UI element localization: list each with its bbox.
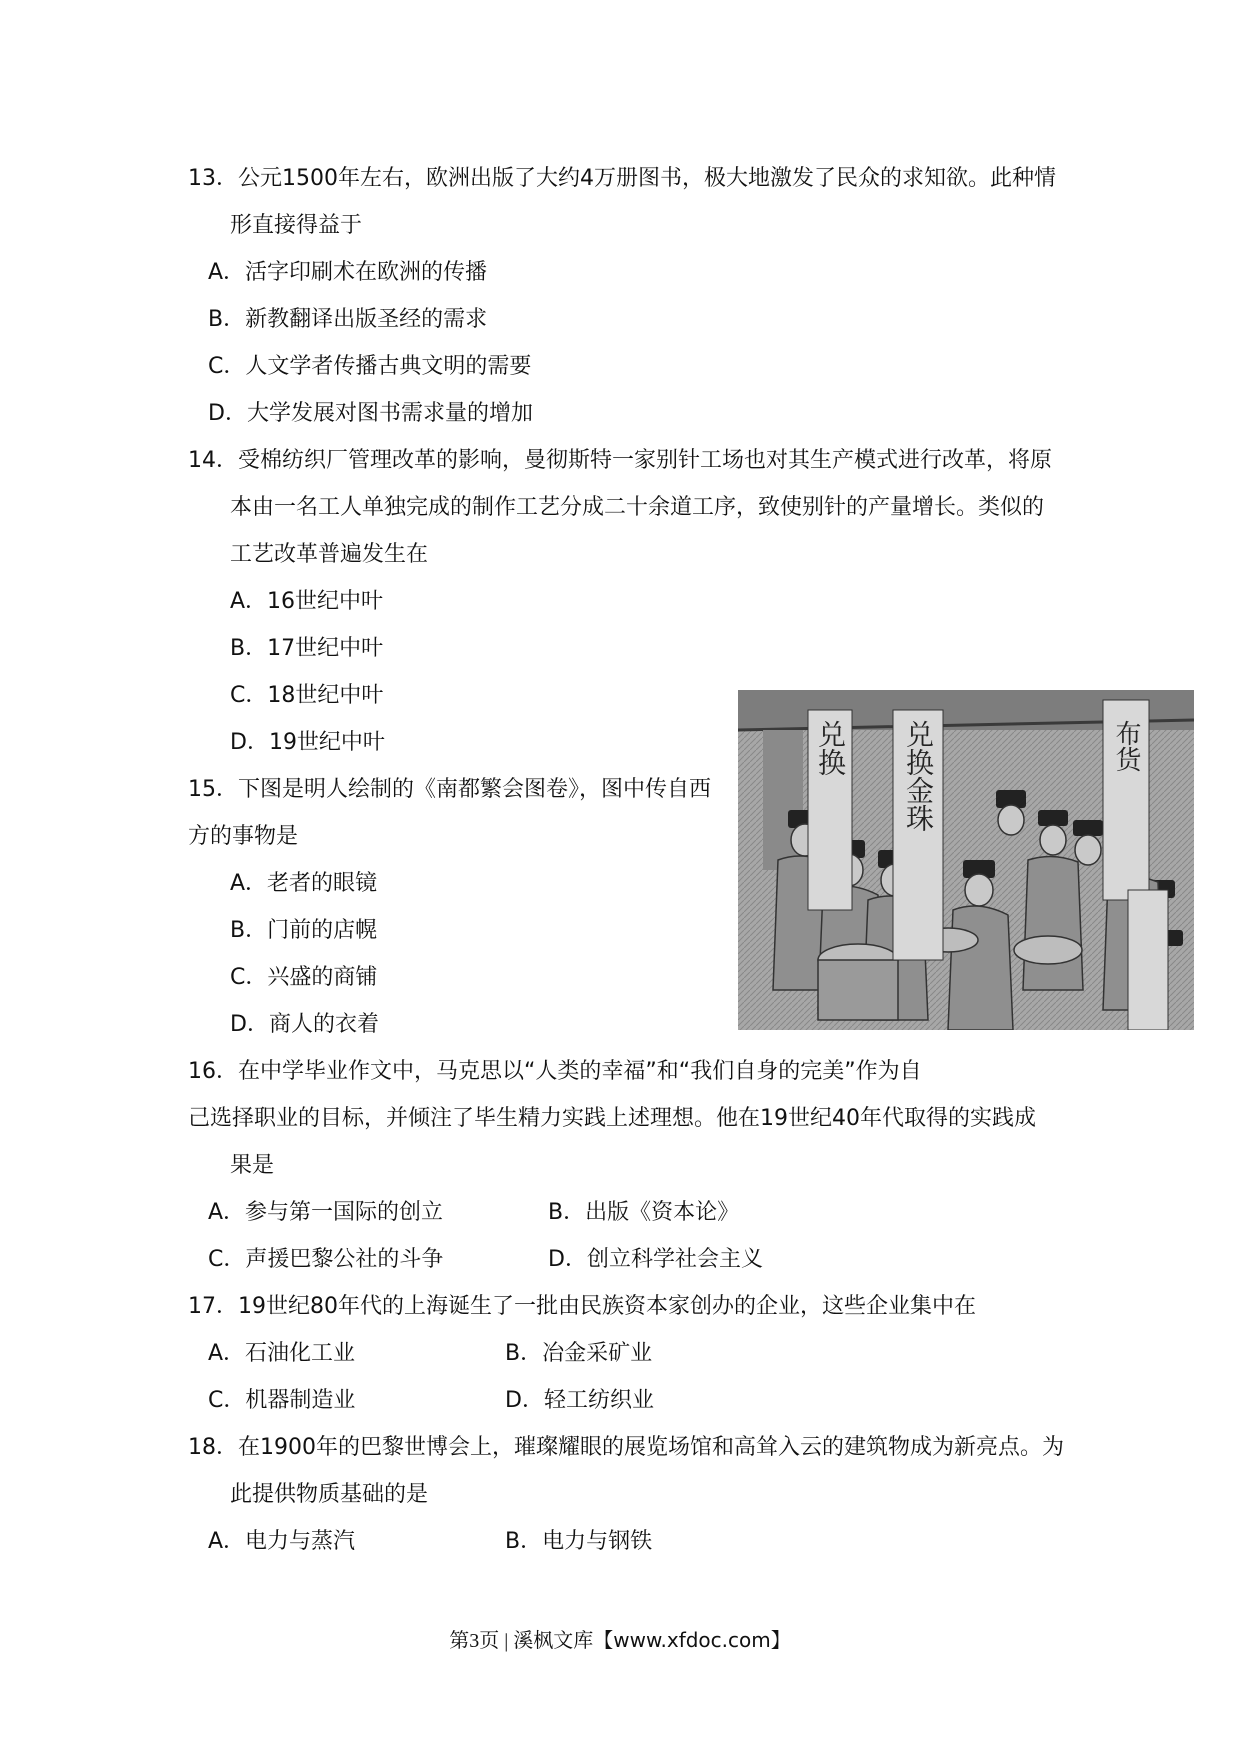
q13-option-a: A．活字印刷术在欧洲的传播 [208,260,488,285]
q17-option-c: C．机器制造业 [208,1388,356,1413]
q14-option-d: D．19世纪中叶 [230,730,385,755]
footer-source: 溪枫文库 [513,1630,594,1652]
q16-option-a: A．参与第一国际的创立 [208,1200,444,1225]
banner-goods-text: 布货 [1111,720,1141,772]
q15-option-d: D．商人的衣着 [230,1012,379,1037]
q15-option-c: C．兴盛的商铺 [230,965,378,990]
q16-stem-line-2: 己选择职业的目标，并倾注了毕生精力实践上述理想。他在19世纪40年代取得的实践成 [188,1106,1036,1131]
footer-separator: | [504,1630,509,1652]
q14-stem-line-2: 本由一名工人单独完成的制作工艺分成二十余道工序，致使别针的产量增长。类似的 [230,495,1045,520]
q15-stem-line-2: 方的事物是 [188,824,299,849]
q14-stem-line-1: 14．受棉纺织厂管理改革的影响，曼彻斯特一家别针工场也对其生产模式进行改革，将原 [188,448,1052,473]
q14-option-a: A．16世纪中叶 [230,589,384,614]
q17-stem-line-1: 17．19世纪80年代的上海诞生了一批由民族资本家创办的企业，这些企业集中在 [188,1294,976,1319]
q13-stem-line-1: 13．公元1500年左右，欧洲出版了大约4万册图书，极大地激发了民众的求知欲。此种情 [188,166,1056,191]
q16-stem-line-3: 果是 [230,1153,275,1178]
q15-option-b: B．门前的店幌 [230,918,378,943]
q18-option-a: A．电力与蒸汽 [208,1529,356,1554]
q14-option-c: C．18世纪中叶 [230,683,384,708]
q16-option-c: C．声援巴黎公社的斗争 [208,1247,444,1272]
q14-option-b: B．17世纪中叶 [230,636,384,661]
q13-option-c: C．人文学者传播古典文明的需要 [208,354,532,379]
page-number: 第3页 [449,1630,500,1652]
q16-option-d: D．创立科学社会主义 [548,1247,763,1272]
q17-option-d: D．轻工纺织业 [505,1388,654,1413]
q14-stem-line-3: 工艺改革普遍发生在 [230,542,429,567]
q17-option-b: B．冶金采矿业 [505,1341,653,1366]
q15-option-a: A．老者的眼镜 [230,871,378,896]
banner-exchange-gold-text: 兑换金珠 [902,720,935,832]
q16-stem-line-1: 16．在中学毕业作文中，马克思以“人类的幸福”和“我们自身的完美”作为自 [188,1059,922,1084]
banner-exchange-text: 兑换 [814,720,847,776]
page-footer [0,1627,1240,1654]
q13-option-b: B．新教翻译出版圣经的需求 [208,307,488,332]
footer-site-link[interactable]: 【www.xfdoc.com】 [593,1628,791,1652]
q15-stem-line-1: 15．下图是明人绘制的《南都繁会图卷》，图中传自西 [188,777,711,802]
q18-option-b: B．电力与钢铁 [505,1529,653,1554]
q16-option-b: B．出版《资本论》 [548,1200,740,1225]
q18-stem-line-2: 此提供物质基础的是 [230,1482,429,1507]
q18-stem-line-1: 18．在1900年的巴黎世博会上，璀璨耀眼的展览场馆和高耸入云的建筑物成为新亮点。为 [188,1435,1064,1460]
nandu-painting-figure [738,690,1194,1030]
q17-option-a: A．石油化工业 [208,1341,356,1366]
q13-stem-line-2: 形直接得益于 [230,213,363,238]
q13-option-d: D．大学发展对图书需求量的增加 [208,401,533,426]
